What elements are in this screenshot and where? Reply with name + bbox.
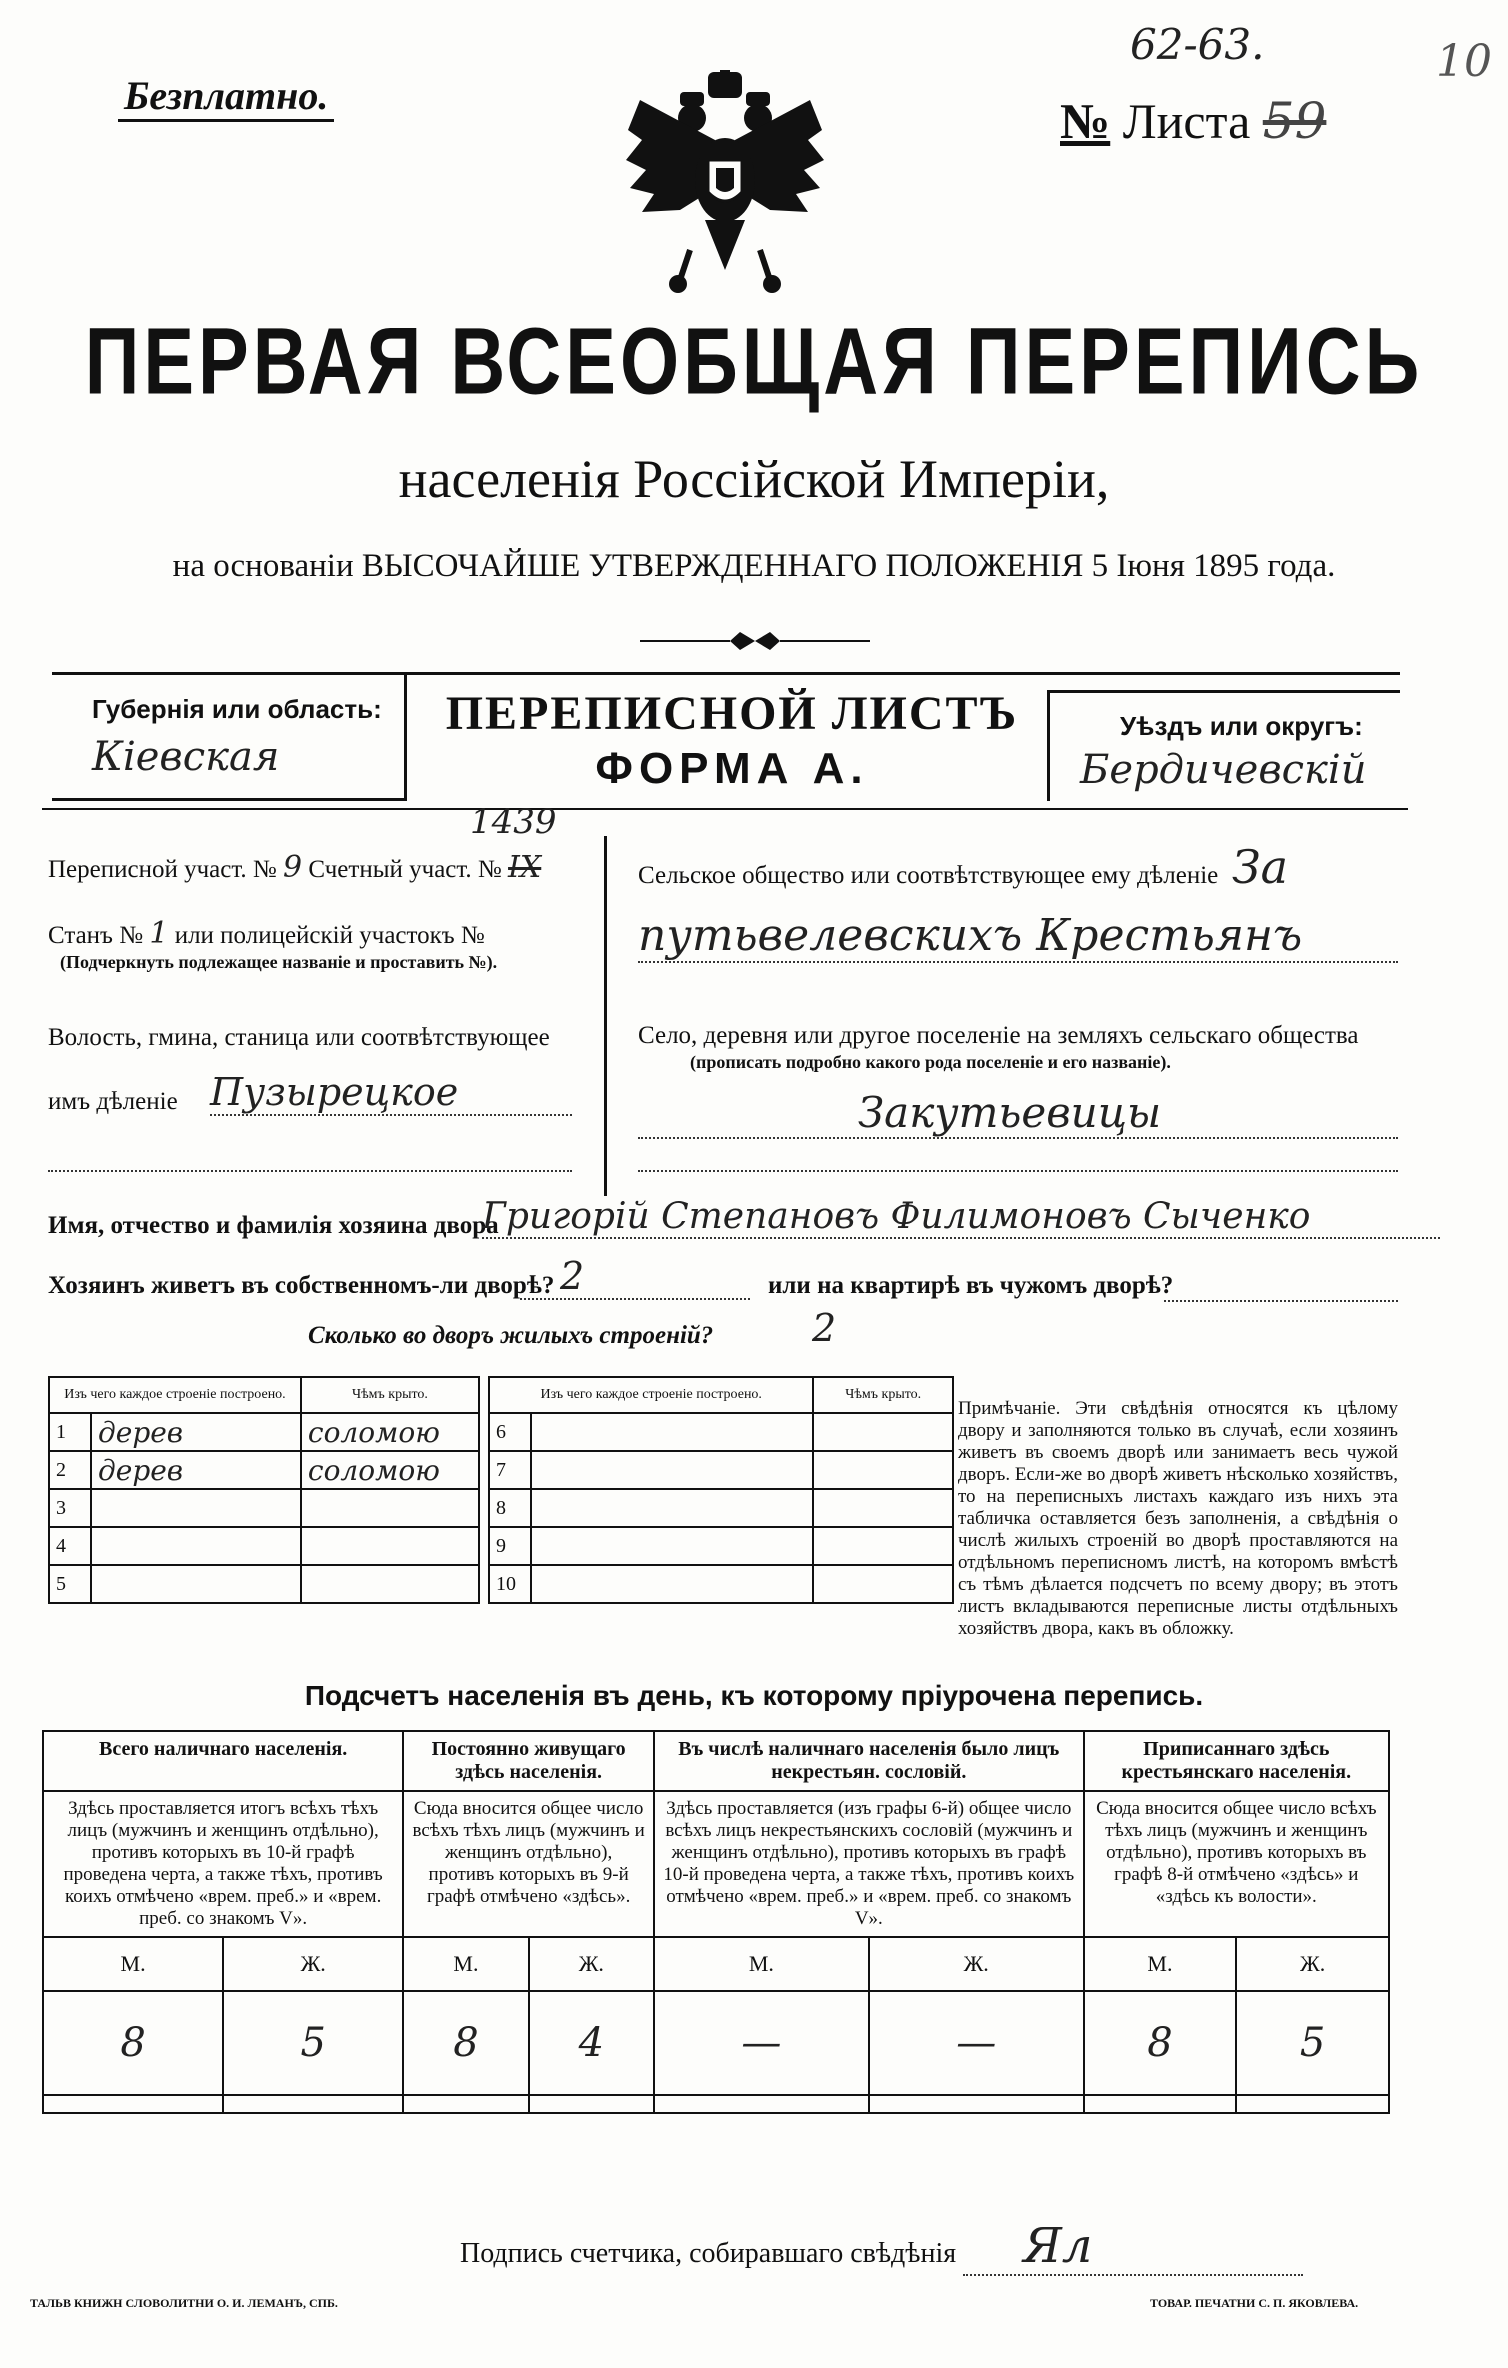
uezd-label: Уѣздъ или округъ: bbox=[1120, 711, 1363, 741]
population-title: Подсчетъ населенія въ день, къ которому пріурочена перепись. bbox=[304, 1680, 1204, 1711]
handwritten-sheet-numbers: 62-63. bbox=[1130, 20, 1265, 69]
society-label: Сельское общество или соотвѣтствующее ему дѣленіе bbox=[638, 862, 1219, 889]
material-cell bbox=[91, 1489, 301, 1527]
female-label: Ж. bbox=[869, 1937, 1084, 1991]
police-label: или полицейскій участокъ № bbox=[174, 922, 485, 949]
uchastok-label: Переписной участ. № bbox=[48, 856, 277, 883]
village-label: Село, деревня или другое поселеніе на земляхъ сельскаго общества bbox=[638, 1022, 1359, 1049]
volost-label-2: имъ дѣленіе bbox=[48, 1088, 178, 1115]
material-cell: дерев bbox=[91, 1413, 301, 1451]
volost-value: Пузырецкое bbox=[210, 1070, 572, 1116]
table-row bbox=[49, 1565, 479, 1603]
table-row bbox=[49, 1413, 479, 1451]
row-number: 9 bbox=[489, 1527, 531, 1565]
form-header-band bbox=[52, 672, 1400, 802]
buildings-table-right bbox=[488, 1376, 954, 1604]
permanent-male-value: 8 bbox=[403, 1991, 528, 2095]
signature-label: Подпись счетчика, собиравшаго свѣдѣнія bbox=[460, 2238, 957, 2269]
volost-label: Волость, гмина, станица или соотвѣтствующее bbox=[48, 1024, 550, 1051]
footer-printer-left: ТАЛЬВ КНИЖН СЛОВОЛИТНИ О. И. ЛЕМАНЪ, СПБ. bbox=[30, 2296, 338, 2310]
double-headed-eagle-emblem bbox=[620, 70, 830, 300]
col-roof: Чѣмъ крыто. bbox=[301, 1377, 479, 1413]
table-row bbox=[489, 1413, 953, 1451]
col-material: Изъ чего каждое строеніе построено. bbox=[489, 1377, 813, 1413]
male-label: М. bbox=[403, 1937, 528, 1991]
material-cell bbox=[91, 1527, 301, 1565]
col-desc-total: Здѣсь проставляется итогъ всѣхъ тѣхъ лицъ (мужчинъ и женщинъ отдѣльно), противъ которыхъ въ 10-й графѣ проведена черта, а также тѣхъ, противъ коихъ отмѣчено «врем. преб.» и «врем. преб. со знакомъ V». bbox=[43, 1791, 403, 1937]
row-number: 10 bbox=[489, 1565, 531, 1603]
material-cell: дерев bbox=[91, 1451, 301, 1489]
col-roof: Чѣмъ крыто. bbox=[813, 1377, 953, 1413]
roof-cell: соломою bbox=[301, 1451, 479, 1489]
registered-female-value: 5 bbox=[1236, 1991, 1389, 2095]
col-material: Изъ чего каждое строеніе построено. bbox=[49, 1377, 301, 1413]
col-header-non-peasant: Въ числѣ наличнаго населенія было лицъ некрестьян. сословій. bbox=[654, 1731, 1084, 1791]
row-number: 7 bbox=[489, 1451, 531, 1489]
note-text: Примѣчаніе. Эти свѣдѣнія относятся къ цѣлому двору и заполняются только въ случаѣ, если хозяинъ живетъ въ своемъ дворѣ или занимаетъ весь чужой дворъ. Если-же во дворѣ живетъ нѣсколько хозяйствъ, то на переписныхъ листахъ каждаго изъ нихъ эта табличка оставляется безъ заполненія, а свѣдѣнія о числѣ жилыхъ строеній во дворѣ проставляются на отдѣльномъ переписномъ листѣ, на которомъ вмѣстѣ съ тѣмъ дѣлается подсчетъ по всему двору; въ этотъ листъ вкладываются переписные листы отдѣльныхъ хозяйствъ двора, какъ въ обложку. bbox=[958, 1398, 1398, 1639]
uezd-value: Бердичевскій bbox=[1080, 747, 1367, 793]
female-label: Ж. bbox=[1236, 1937, 1389, 1991]
col-desc-permanent: Сюда вносится общее число всѣхъ тѣхъ лицъ (мужчинъ и женщинъ отдѣльно), противъ которыхъ въ 9-й графѣ отмѣчено «здѣсь». bbox=[403, 1791, 654, 1937]
village-value: Закутьевицы bbox=[638, 1088, 1398, 1139]
male-label: М. bbox=[1084, 1937, 1237, 1991]
table-row bbox=[489, 1489, 953, 1527]
roof-cell bbox=[301, 1565, 479, 1603]
form-title: ПЕРЕПИСНОЙ ЛИСТЪ bbox=[445, 687, 1019, 740]
female-label: Ж. bbox=[223, 1937, 403, 1991]
sheet-label: Листа bbox=[1122, 93, 1251, 149]
row-number: 8 bbox=[489, 1489, 531, 1527]
col-header-total: Всего наличнаго населенія. bbox=[43, 1731, 403, 1791]
uezd-box bbox=[1047, 690, 1400, 801]
sheet-hw-number: 59 bbox=[1262, 92, 1327, 150]
stan-label: Станъ № bbox=[48, 922, 144, 949]
female-label: Ж. bbox=[529, 1937, 654, 1991]
society-value-1: За bbox=[1232, 840, 1289, 894]
signature-value: Ял bbox=[963, 2218, 1303, 2276]
table-row bbox=[489, 1565, 953, 1603]
table-row bbox=[49, 1451, 479, 1489]
male-label: М. bbox=[43, 1937, 223, 1991]
col-desc-registered: Сюда вносится общее число всѣхъ тѣхъ лицъ (мужчинъ и женщинъ отдѣльно), противъ которыхъ въ графѣ 8-й отмѣчено «здѣсь» и «здѣсь къ волости». bbox=[1084, 1791, 1389, 1937]
sheet-number bbox=[1060, 92, 1326, 150]
owner-name-label: Имя, отчество и фамилія хозяина двора bbox=[48, 1212, 499, 1239]
buildings-label: Сколько во дворъ жилыхъ строеній? bbox=[308, 1322, 714, 1349]
page-subtitle: населенія Россійской Имперіи, bbox=[398, 449, 1110, 509]
material-cell bbox=[91, 1565, 301, 1603]
underline-note: (Подчеркнуть подлежащее названіе и проставить №). bbox=[60, 952, 498, 972]
schet-value: IX bbox=[508, 850, 542, 885]
legal-basis: на основаніи ВЫСОЧАЙШЕ УТВЕРЖДЕННАГО ПОЛОЖЕНІЯ 5 Іюня 1895 года. bbox=[172, 548, 1336, 584]
schet-label: Счетный участ. № bbox=[308, 856, 502, 883]
table-row bbox=[49, 1489, 479, 1527]
stan-value: 1 bbox=[149, 916, 169, 951]
section-divider bbox=[42, 808, 1408, 810]
row-number: 2 bbox=[49, 1451, 91, 1489]
total-male-value: 8 bbox=[43, 1991, 223, 2095]
column-divider bbox=[604, 836, 607, 1196]
row-number: 5 bbox=[49, 1565, 91, 1603]
number-sign: № bbox=[1060, 93, 1111, 149]
rent-label: или на квартирѣ въ чужомъ дворѣ? bbox=[768, 1272, 1174, 1299]
footer-printer-right: ТОВАР. ПЕЧАТНИ С. П. ЯКОВЛЕВА. bbox=[1150, 2296, 1359, 2310]
population-table bbox=[42, 1730, 1390, 2114]
registered-male-value: 8 bbox=[1084, 1991, 1237, 2095]
non-peasant-male-value: — bbox=[654, 1991, 869, 2095]
owner-name-value: Григорій Степановъ Филимоновъ Сыченко bbox=[482, 1196, 1440, 1239]
roof-cell: соломою bbox=[301, 1413, 479, 1451]
divider-ornament bbox=[640, 628, 870, 654]
buildings-value: 2 bbox=[812, 1306, 837, 1350]
schet-hw-above: 1439 bbox=[470, 802, 557, 842]
handwritten-corner-number: 10 bbox=[1436, 36, 1492, 87]
col-desc-non-peasant: Здѣсь проставляется (изъ графы 6-й) общее число всѣхъ лицъ некрестьянскихъ сословій (мужчинъ и женщинъ отдѣльно), противъ которыхъ въ графѣ 10-й проведена черта, а также тѣхъ, противъ коихъ отмѣчено «врем. преб.» и «врем. преб. со знакомъ V». bbox=[654, 1791, 1084, 1937]
village-note: (прописать подробно какого рода поселеніе и его названіе). bbox=[690, 1052, 1171, 1072]
row-number: 3 bbox=[49, 1489, 91, 1527]
blank-line bbox=[48, 1150, 572, 1172]
owner-lives-label: Хозяинъ живетъ въ собственномъ-ли дворѣ? bbox=[48, 1272, 555, 1299]
free-stamp: Безплатно. bbox=[118, 72, 334, 122]
row-number: 1 bbox=[49, 1413, 91, 1451]
table-row bbox=[49, 1527, 479, 1565]
uchastok-value: 9 bbox=[283, 850, 303, 885]
page-title: ПЕРВАЯ ВСЕОБЩАЯ ПЕРЕПИСЬ bbox=[84, 308, 1424, 415]
gubernia-box bbox=[52, 672, 407, 801]
row-number: 6 bbox=[489, 1413, 531, 1451]
stan-line bbox=[48, 916, 485, 951]
table-row bbox=[489, 1451, 953, 1489]
col-header-permanent: Постоянно живущаго здѣсь населенія. bbox=[403, 1731, 654, 1791]
row-number: 4 bbox=[49, 1527, 91, 1565]
col-header-registered: Приписаннаго здѣсь крестьянскаго населенія. bbox=[1084, 1731, 1389, 1791]
total-female-value: 5 bbox=[223, 1991, 403, 2095]
blank-line bbox=[638, 1160, 1398, 1172]
permanent-female-value: 4 bbox=[529, 1991, 654, 2095]
gubernia-value: Кіевская bbox=[92, 734, 280, 780]
roof-cell bbox=[301, 1527, 479, 1565]
blank-line bbox=[1164, 1280, 1398, 1302]
roof-cell bbox=[301, 1489, 479, 1527]
male-label: М. bbox=[654, 1937, 869, 1991]
society-value-2: путьвелевскихъ Крестьянъ bbox=[638, 910, 1398, 963]
uchastok-line bbox=[48, 850, 541, 885]
non-peasant-female-value: — bbox=[869, 1991, 1084, 2095]
gubernia-label: Губернія или область: bbox=[92, 694, 382, 724]
buildings-table-left bbox=[48, 1376, 480, 1604]
owner-lives-value: 2 bbox=[520, 1254, 750, 1300]
table-row bbox=[489, 1527, 953, 1565]
signature-line bbox=[460, 2218, 1303, 2276]
form-label: ФОРМА А. bbox=[595, 744, 869, 793]
